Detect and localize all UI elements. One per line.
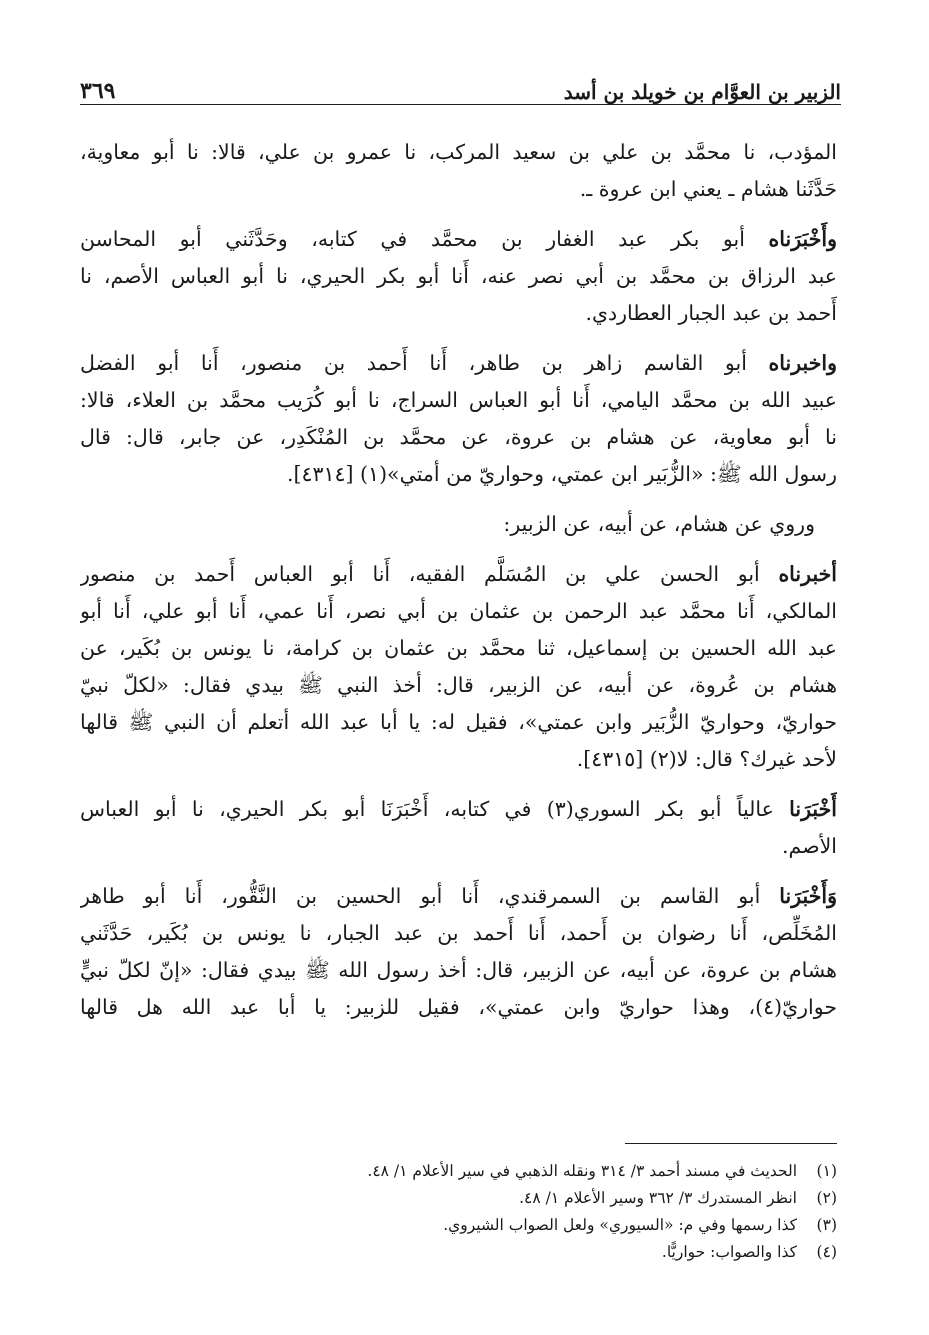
footnote-text: الحديث في مسند أحمد ٣/ ٣١٤ ونقله الذهبي في سير الأعلام ١/ ٤٨.: [367, 1162, 797, 1180]
paragraph-1: [80, 134, 837, 208]
text-line: [80, 221, 837, 258]
text-line: حواريّ، وحواريّ الزُّبَير وابن عمتي»، فقيل له: يا أبا عبد الله أتعلم أن النبي ﷺ قالها: [80, 710, 837, 734]
text-line: عبد الرزاق بن محمَّد بن أبي نصر عنه، أَنا أبو بكر الحيري، نا أبو العباس الأصم، نا: [80, 264, 837, 288]
text-line: [80, 878, 837, 915]
footnote-text: كذا والصواب: حواريًّا.: [661, 1243, 797, 1261]
paragraph-2: [80, 221, 837, 332]
footnote-text: كذا رسمها وفي م: «السيوري» ولعل الصواب الشيروي.: [443, 1216, 797, 1234]
footnotes: [80, 1158, 837, 1266]
text-line: عبد الله الحسين بن إسماعيل، ثنا محمَّد بن عثمان بن كرامة، نا يونس بن بُكَير، عن: [80, 636, 837, 660]
paragraph-keyword: أخبرناه: [778, 562, 837, 586]
text-line: [80, 345, 837, 382]
footnote-item: [80, 1185, 837, 1212]
footnote-item: [80, 1239, 837, 1266]
paragraph-5: [80, 556, 837, 778]
footnote-rule: [625, 1143, 837, 1144]
text-line: حَدَّثَنا هشام ـ يعني ابن عروة ـ.: [579, 177, 837, 201]
paragraph-3: [80, 345, 837, 493]
text-line: عبيد الله بن محمَّد اليامي، أَنا أبو العباس السراج، نا أبو كُرَيب محمَّد بن العلاء، قالا:: [80, 388, 837, 412]
text-fragment: أبو القاسم بن السمرقندي، أَنا أبو الحسين بن النَّقُّور، أَنا أبو طاهر: [80, 884, 780, 908]
text-line: هشام بن عروة، عن أبيه، عن الزبير، قال: أخذ رسول الله ﷺ بيدي فقال: «إنّ لكلّ نبيٍّ: [80, 958, 837, 982]
paragraph-keyword: واخبرناه: [768, 351, 837, 375]
paragraph-6: [80, 791, 837, 865]
page-number: ٣٦٩: [80, 78, 116, 104]
main-text: [80, 134, 837, 1039]
text-line: الأصم.: [782, 834, 837, 858]
paragraph-keyword: وأَخْبَرَناه: [768, 227, 837, 251]
header-rule: [80, 104, 841, 105]
footnote-item: [80, 1212, 837, 1239]
footnote-text: انظر المستدرك ٣/ ٣٦٢ وسير الأعلام ١/ ٤٨.: [519, 1189, 797, 1207]
running-title: الزبير بن العوَّام بن خويلد بن أسد: [563, 80, 841, 104]
text-line: لأحد غيرك؟ قال: لا(٢) [٤٣١٥].: [576, 747, 837, 771]
text-line: المُخَلِّص، أَنا رضوان بن أَحمد، أَنا أَحمد بن عبد الجبار، نا يونس بن بُكَير، حَدَّثَني: [80, 921, 837, 945]
text-line: وروي عن هشام، عن أبيه، عن الزبير:: [503, 512, 815, 536]
text-line: أَحمد بن عبد الجبار العطاردي.: [585, 301, 837, 325]
footnote-number: (٣): [816, 1216, 837, 1234]
footnote-item: [80, 1158, 837, 1185]
text-line: [80, 791, 837, 828]
paragraph-7: [80, 878, 837, 1026]
text-line: رسول الله ﷺ: «الزُّبَير ابن عمتي، وحواريّ من أمتي»(١) [٤٣١٤].: [286, 462, 837, 486]
page-header: [80, 70, 841, 104]
paragraph-keyword: أَخْبَرَنا: [789, 797, 837, 821]
paragraph-keyword: وَأَخْبَرَنا: [779, 884, 837, 908]
text-line: هشام بن عُروة، عن أبيه، عن الزبير، قال: أخذ النبي ﷺ بيدي فقال: «لكلّ نبيّ: [80, 673, 837, 697]
text-fragment: أبو القاسم زاهر بن طاهر، أَنا أَحمد بن منصور، أَنا أبو الفضل: [80, 351, 769, 375]
text-line: المؤدب، نا محمَّد بن علي بن سعيد المركب، نا عمرو بن علي، قالا: نا أبو معاوية،: [80, 140, 837, 164]
text-line: نا أبو معاوية، عن هشام بن عروة، عن محمَّد بن المُنْكَدِر، عن جابر، قال: قال: [80, 425, 837, 449]
footnote-number: (١): [816, 1162, 837, 1180]
footnote-number: (٢): [816, 1189, 837, 1207]
text-line: حواريّ(٤)، وهذا حواريّ وابن عمتي»، فقيل للزبير: يا أبا عبد الله هل قالها: [80, 995, 837, 1019]
paragraph-4: [80, 506, 837, 543]
text-fragment: أبو بكر عبد الغفار بن محمَّد في كتابه، وحَدَّثَني أبو المحاسن: [80, 227, 769, 251]
text-fragment: عالياً أبو بكر السوري(٣) في كتابه، أَخْبَرَنَا أبو بكر الحيري، نا أبو العباس: [80, 797, 790, 821]
text-line: [80, 556, 837, 593]
text-fragment: أبو الحسن علي بن المُسَلَّم الفقيه، أَنا أبو العباس أَحمد بن منصور: [80, 562, 779, 586]
footnote-number: (٤): [816, 1243, 837, 1261]
text-line: المالكي، أَنا محمَّد عبد الرحمن بن عثمان بن أبي نصر، أَنا عمي، أَنا أبو علي، أَنا أبو: [80, 599, 837, 623]
